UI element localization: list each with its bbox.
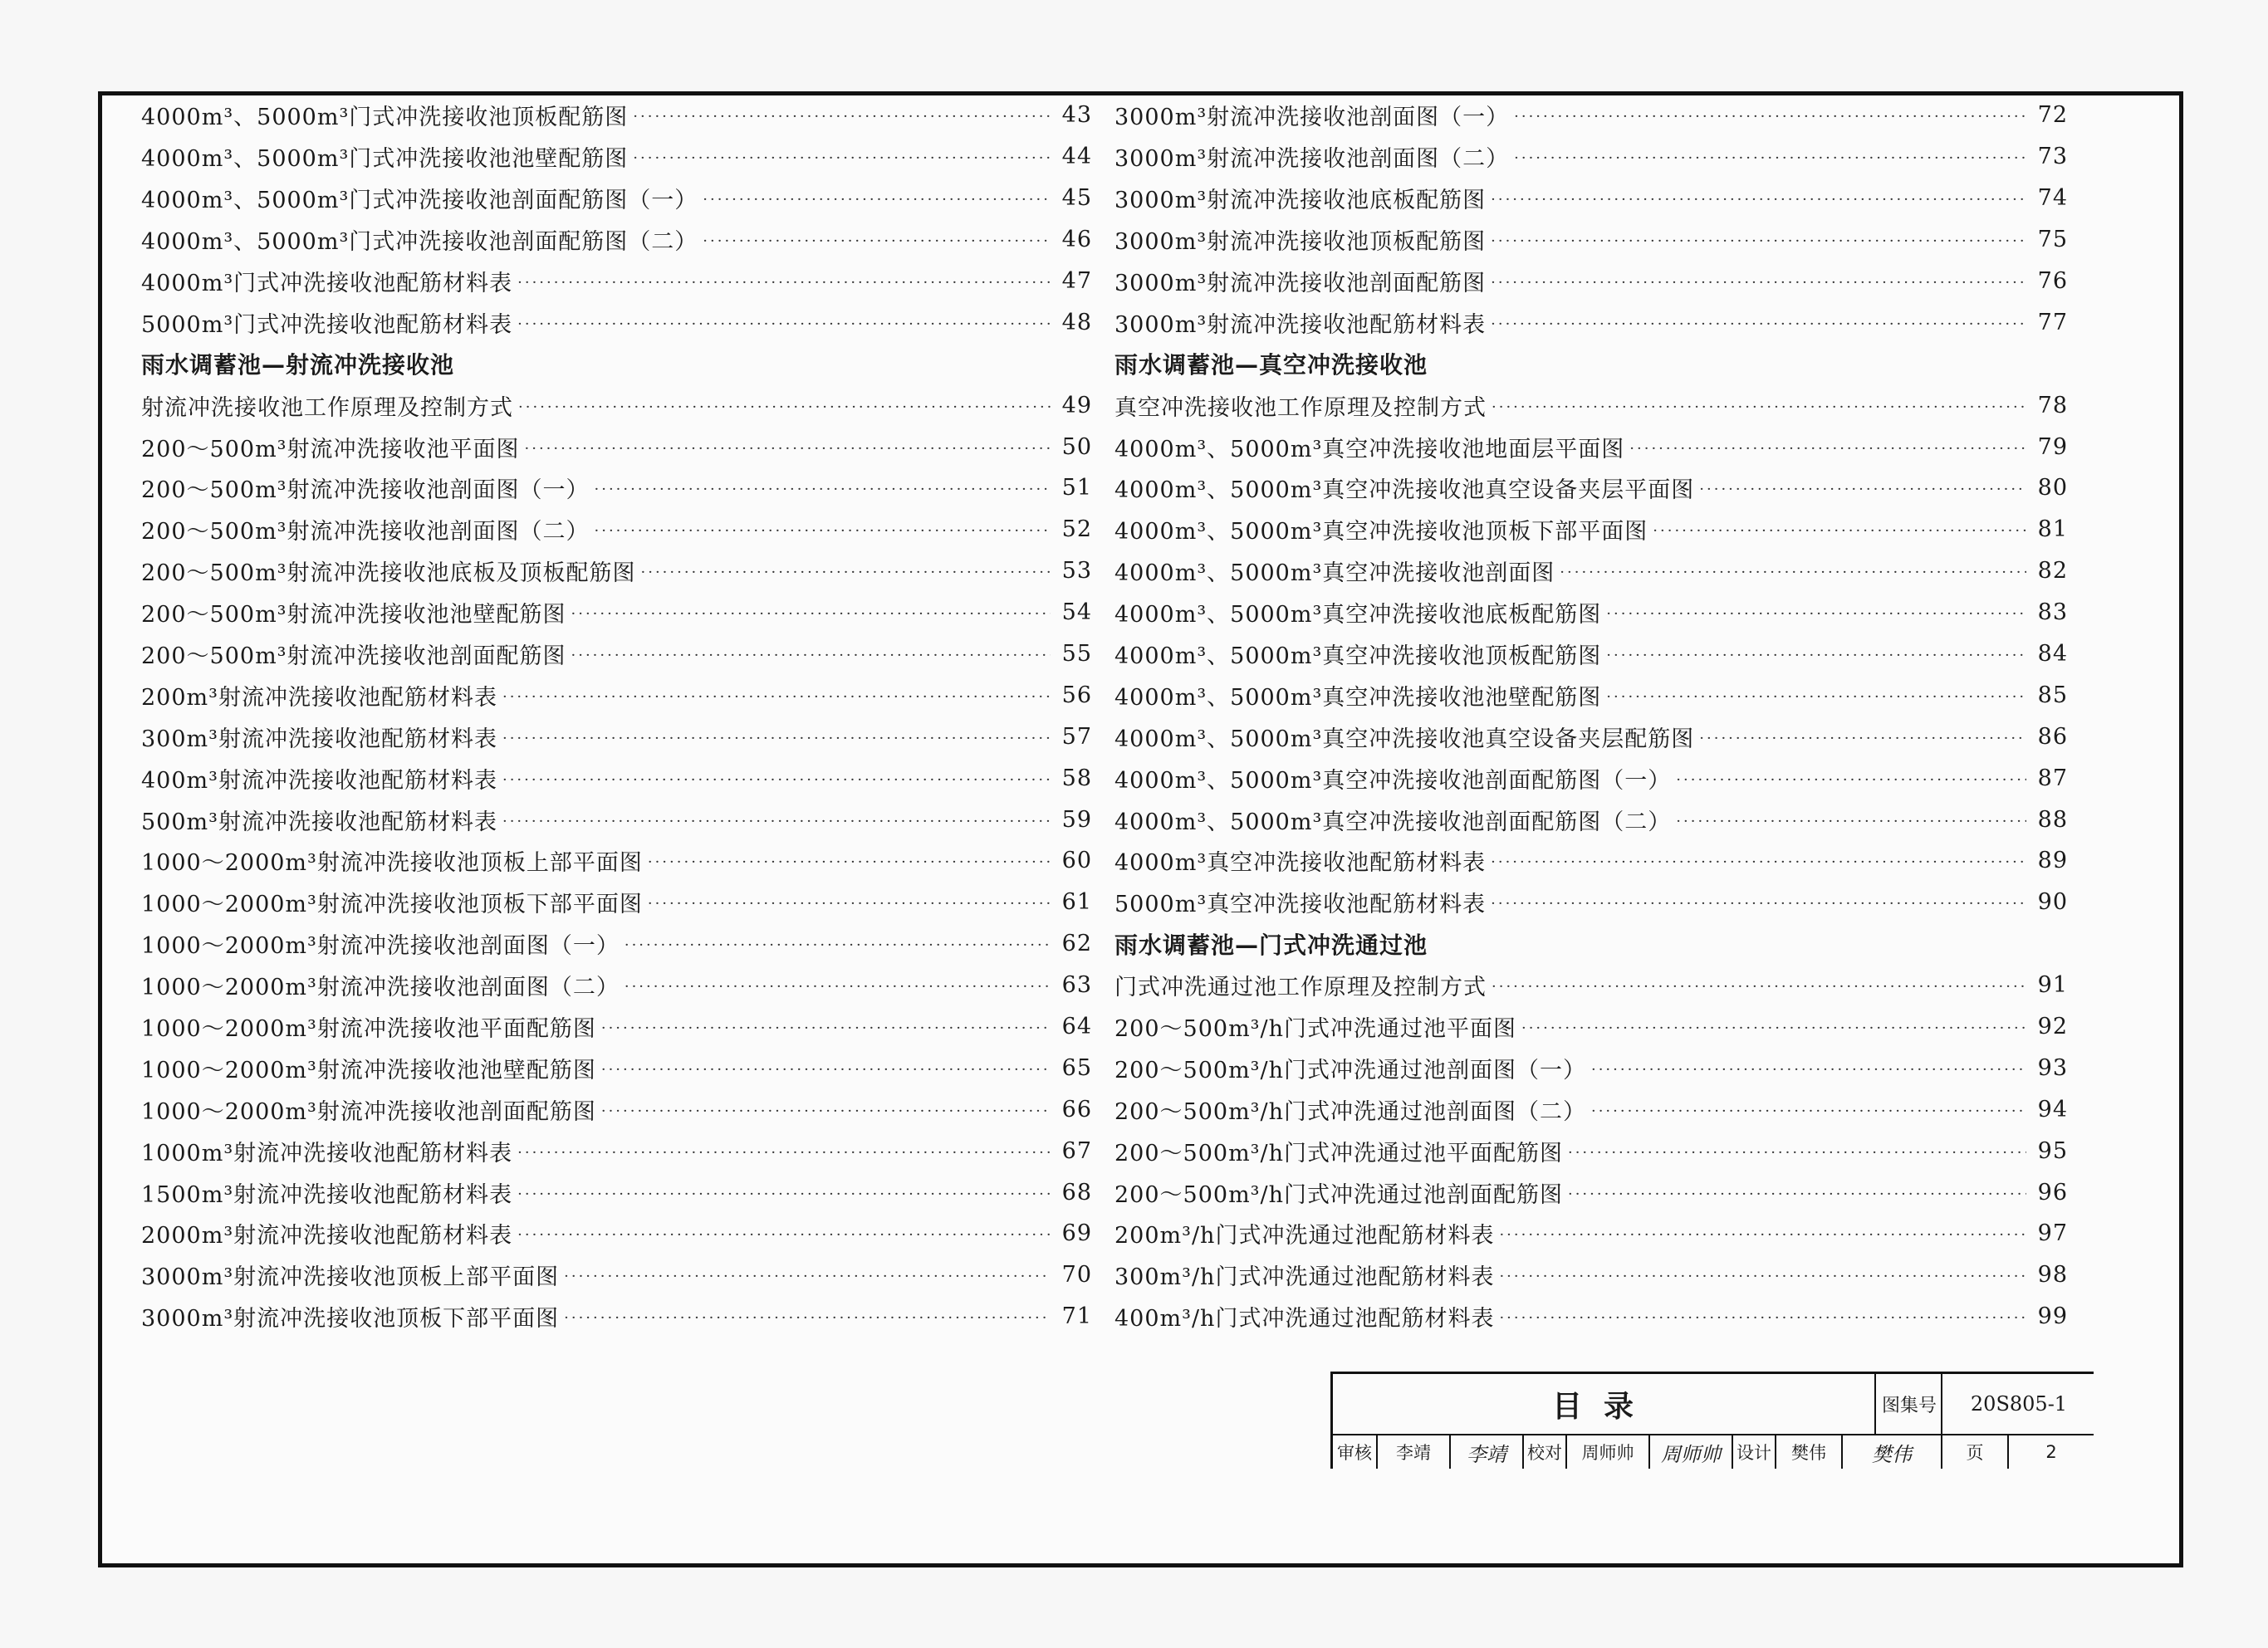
toc-entry <box>1114 716 2068 757</box>
toc-entry-title: 200～500m³/h门式冲洗通过池平面配筋图 <box>1114 1140 1563 1166</box>
leader-dots <box>502 688 1051 706</box>
toc-entry-page: 45 <box>1061 185 1092 212</box>
leader-dots <box>1699 730 2026 747</box>
toc-entry-page: 58 <box>1061 765 1092 791</box>
toc-entry-title: 真空冲洗接收池工作原理及控制方式 <box>1114 394 1487 421</box>
leader-dots <box>633 149 1051 167</box>
toc-entry-page: 95 <box>2037 1137 2068 1164</box>
toc-entry-title: 200～500m³射流冲洗接收池平面图 <box>141 436 520 462</box>
toc-entry <box>141 840 1092 882</box>
toc-entry-page: 99 <box>2037 1303 2068 1330</box>
toc-entry-title: 4000m³、5000m³真空冲洗接收池底板配筋图 <box>1114 602 1602 628</box>
leader-dots <box>517 274 1051 291</box>
toc-entry <box>141 550 1092 592</box>
review-label: 审核 <box>1337 1443 1372 1463</box>
toc-entry-page: 71 <box>1061 1303 1092 1330</box>
toc-entry <box>1114 1047 2068 1088</box>
toc-entry-page: 52 <box>1061 516 1092 543</box>
toc-entry-page: 63 <box>1061 972 1092 999</box>
toc-entry-page: 79 <box>2037 433 2068 460</box>
leader-dots <box>648 853 1051 871</box>
toc-entry-page: 74 <box>2037 185 2068 212</box>
toc-entry-page: 61 <box>1061 889 1092 916</box>
leader-dots <box>502 730 1051 747</box>
drawing-title: 目录 <box>1551 1389 1655 1424</box>
leader-dots <box>1492 978 2026 995</box>
toc-entry-title: 射流冲洗接收池工作原理及控制方式 <box>141 394 513 421</box>
toc-section-heading <box>141 343 1092 384</box>
leader-dots <box>517 315 1051 333</box>
toc-entry <box>1114 840 2068 882</box>
leader-dots <box>595 481 1051 498</box>
toc-entry-page: 57 <box>1061 723 1092 750</box>
leader-dots <box>502 813 1051 830</box>
review-signature: 李靖 <box>1449 1435 1522 1469</box>
review-name: 李靖 <box>1376 1435 1449 1469</box>
toc-entry-page: 65 <box>1061 1054 1092 1081</box>
design-signature: 樊伟 <box>1841 1435 1941 1469</box>
toc-entry <box>141 1006 1092 1048</box>
section-title: 雨水调蓄池—真空冲洗接收池 <box>1114 351 1428 379</box>
toc-entry <box>1114 509 2068 550</box>
toc-entry <box>141 178 1092 219</box>
leader-dots <box>595 522 1051 540</box>
toc-entry-page: 85 <box>2037 682 2068 708</box>
toc-entry <box>141 1213 1092 1254</box>
leader-dots <box>517 1226 1051 1244</box>
toc-entry <box>141 1296 1092 1337</box>
toc-entry-title: 200～500m³/h门式冲洗通过池平面图 <box>1114 1016 1516 1043</box>
leader-dots <box>1492 399 2026 416</box>
leader-dots <box>1606 605 2026 623</box>
leader-dots <box>1491 315 2026 333</box>
toc-entry <box>141 384 1092 426</box>
toc-entry-title: 3000m³射流冲洗接收池剖面图（一） <box>1114 105 1510 131</box>
toc-entry-page: 89 <box>2037 848 2068 874</box>
toc-entry-page: 69 <box>1061 1220 1092 1247</box>
toc-entry <box>141 965 1092 1006</box>
toc-entry-title: 400m³射流冲洗接收池配筋材料表 <box>141 767 497 794</box>
toc-entry-page: 78 <box>2037 392 2068 418</box>
leader-dots <box>517 1144 1051 1161</box>
toc-entry <box>141 592 1092 633</box>
toc-entry-page: 97 <box>2037 1220 2068 1247</box>
toc-entry-page: 83 <box>2037 599 2068 626</box>
leader-dots <box>703 191 1051 208</box>
leader-dots <box>571 605 1051 623</box>
section-title: 雨水调蓄池—门式冲洗通过池 <box>1114 931 1428 959</box>
toc-entry-page: 77 <box>2037 309 2068 335</box>
toc-entry-title: 4000m³、5000m³门式冲洗接收池池壁配筋图 <box>141 146 629 173</box>
leader-dots <box>625 936 1051 954</box>
toc-entry-title: 300m³射流冲洗接收池配筋材料表 <box>141 726 497 752</box>
toc-entry <box>141 467 1092 509</box>
toc-entry <box>141 1047 1092 1088</box>
toc-entry <box>141 95 1092 136</box>
toc-entry-page: 53 <box>1061 558 1092 584</box>
leader-dots <box>1560 564 2026 581</box>
leader-dots <box>517 1186 1051 1203</box>
toc-entry <box>1114 178 2068 219</box>
toc-entry <box>141 1254 1092 1296</box>
toc-entry-title: 4000m³真空冲洗接收池配筋材料表 <box>1114 850 1487 877</box>
leader-dots <box>1499 1226 2026 1244</box>
leader-dots <box>1676 771 2026 789</box>
toc-entry-title: 4000m³、5000m³真空冲洗接收池剖面配筋图（二） <box>1114 809 1672 835</box>
toc-entry-title: 1000～2000m³射流冲洗接收池剖面配筋图 <box>141 1098 596 1125</box>
toc-entry-title: 4000m³、5000m³真空冲洗接收池剖面配筋图（一） <box>1114 767 1672 794</box>
toc-entry-title: 3000m³射流冲洗接收池底板配筋图 <box>1114 188 1487 214</box>
toc-entry-title: 1000～2000m³射流冲洗接收池顶板上部平面图 <box>141 850 643 877</box>
toc-entry-title: 4000m³、5000m³真空冲洗接收池剖面图 <box>1114 560 1555 587</box>
toc-entry-title: 4000m³门式冲洗接收池配筋材料表 <box>141 271 513 296</box>
title-block <box>1330 1372 2094 1469</box>
toc-entry-page: 73 <box>2037 144 2068 170</box>
toc-entry-title: 500m³射流冲洗接收池配筋材料表 <box>141 809 497 835</box>
toc-entry-title: 3000m³射流冲洗接收池顶板配筋图 <box>1114 229 1487 256</box>
toc-entry-title: 4000m³、5000m³真空冲洗接收池真空设备夹层平面图 <box>1114 477 1695 504</box>
toc-entry <box>1114 467 2068 509</box>
toc-entry-title: 4000m³、5000m³真空冲洗接收池顶板下部平面图 <box>1114 519 1648 545</box>
toc-entry <box>1114 219 2068 261</box>
toc-entry-page: 47 <box>1061 268 1092 294</box>
leader-dots <box>1521 1020 2026 1037</box>
toc-entry <box>141 923 1092 965</box>
toc-entry-title: 300m³/h门式冲洗通过池配筋材料表 <box>1114 1264 1495 1291</box>
toc-left-column <box>141 95 1092 1337</box>
toc-entry-page: 68 <box>1061 1179 1092 1205</box>
leader-dots <box>1629 440 2026 457</box>
toc-entry-page: 72 <box>2037 102 2068 129</box>
toc-entry-page: 62 <box>1061 931 1092 957</box>
toc-entry-title: 200～500m³/h门式冲洗通过池剖面图（一） <box>1114 1057 1586 1083</box>
toc-entry-page: 98 <box>2037 1262 2068 1289</box>
toc-entry-page: 92 <box>2037 1014 2068 1040</box>
toc-entry <box>1114 261 2068 302</box>
toc-entry-title: 1000～2000m³射流冲洗接收池剖面图（一） <box>141 933 620 960</box>
toc-entry-title: 1500m³射流冲洗接收池配筋材料表 <box>141 1181 513 1208</box>
toc-entry-page: 64 <box>1061 1014 1092 1040</box>
toc-entry <box>1114 1213 2068 1254</box>
toc-entry-page: 82 <box>2037 558 2068 584</box>
toc-entry <box>141 509 1092 550</box>
toc-entry-page: 66 <box>1061 1096 1092 1122</box>
toc-entry-title: 200～500m³/h门式冲洗通过池剖面图（二） <box>1114 1098 1586 1125</box>
toc-entry-page: 46 <box>1061 227 1092 253</box>
toc-entry-page: 80 <box>2037 475 2068 501</box>
toc-entry <box>1114 1296 2068 1337</box>
leader-dots <box>1491 895 2026 912</box>
toc-entry-page: 93 <box>2037 1054 2068 1081</box>
leader-dots <box>1499 1268 2026 1285</box>
toc-entry-title: 4000m³、5000m³门式冲洗接收池顶板配筋图 <box>141 105 629 131</box>
leader-dots <box>571 647 1051 664</box>
toc-entry <box>1114 757 2068 799</box>
toc-entry-title: 3000m³射流冲洗接收池剖面配筋图 <box>1114 271 1487 296</box>
toc-entry <box>141 1130 1092 1171</box>
leader-dots <box>1606 647 2026 664</box>
toc-entry-page: 49 <box>1061 392 1092 418</box>
leader-dots <box>1568 1186 2026 1203</box>
toc-entry <box>141 674 1092 716</box>
leader-dots <box>1491 853 2026 871</box>
toc-entry-title: 1000～2000m³射流冲洗接收池顶板下部平面图 <box>141 892 643 918</box>
toc-entry-title: 4000m³、5000m³门式冲洗接收池剖面配筋图（二） <box>141 229 698 256</box>
toc-entry-title: 200～500m³射流冲洗接收池池壁配筋图 <box>141 602 566 628</box>
leader-dots <box>1653 522 2026 540</box>
leader-dots <box>1514 149 2026 167</box>
toc-entry-page: 86 <box>2037 723 2068 750</box>
leader-dots <box>1591 1103 2026 1120</box>
leader-dots <box>1491 191 2026 208</box>
leader-dots <box>1514 108 2026 125</box>
leader-dots <box>1568 1144 2026 1161</box>
toc-entry-title: 1000～2000m³射流冲洗接收池池壁配筋图 <box>141 1057 596 1083</box>
toc-entry <box>141 136 1092 178</box>
design-name: 樊伟 <box>1775 1435 1841 1469</box>
leader-dots <box>648 895 1051 912</box>
toc-entry <box>1114 95 2068 136</box>
toc-entry-title: 1000m³射流冲洗接收池配筋材料表 <box>141 1140 513 1166</box>
leader-dots <box>518 399 1051 416</box>
toc-entry <box>1114 1130 2068 1171</box>
page-number: 2 <box>2007 1435 2094 1469</box>
toc-entry <box>141 1171 1092 1213</box>
toc-entry <box>141 882 1092 923</box>
atlas-number-label: 图集号 <box>1874 1374 1942 1434</box>
toc-entry-page: 44 <box>1061 144 1092 170</box>
toc-entry <box>141 716 1092 757</box>
toc-entry-title: 2000m³射流冲洗接收池配筋材料表 <box>141 1223 513 1249</box>
leader-dots <box>564 1268 1051 1285</box>
toc-entry <box>1114 633 2068 675</box>
toc-entry-page: 55 <box>1061 641 1092 668</box>
leader-dots <box>641 564 1051 581</box>
toc-entry-page: 43 <box>1061 102 1092 129</box>
toc-entry-title: 4000m³、5000m³真空冲洗接收池地面层平面图 <box>1114 436 1625 462</box>
leader-dots <box>1491 274 2026 291</box>
design-label: 设计 <box>1732 1435 1775 1469</box>
toc-entry-page: 87 <box>2037 765 2068 791</box>
page-label: 页 <box>1941 1435 2007 1469</box>
toc-entry <box>1114 882 2068 923</box>
toc-entry-title: 200～500m³射流冲洗接收池剖面配筋图 <box>141 643 566 670</box>
leader-dots <box>1499 1309 2026 1327</box>
leader-dots <box>625 978 1051 995</box>
leader-dots <box>525 440 1051 457</box>
toc-entry <box>141 633 1092 675</box>
toc-entry <box>1114 301 2068 343</box>
toc-entry <box>1114 592 2068 633</box>
toc-entry-title: 400m³/h门式冲洗通过池配筋材料表 <box>1114 1306 1495 1333</box>
toc-entry <box>141 301 1092 343</box>
leader-dots <box>601 1020 1051 1037</box>
toc-entry <box>141 426 1092 467</box>
toc-entry <box>1114 1088 2068 1130</box>
toc-entry <box>1114 384 2068 426</box>
leader-dots <box>1606 688 2026 706</box>
leader-dots <box>502 771 1051 789</box>
toc-entry-title: 200～500m³/h门式冲洗通过池剖面配筋图 <box>1114 1181 1563 1208</box>
leader-dots <box>703 232 1051 250</box>
title-block-top-row <box>1333 1374 2094 1435</box>
toc-entry-title: 200～500m³射流冲洗接收池剖面图（一） <box>141 477 590 504</box>
toc-entry <box>1114 1006 2068 1048</box>
toc-entry-page: 96 <box>2037 1179 2068 1205</box>
check-name: 周师帅 <box>1565 1435 1648 1469</box>
toc-entry-title: 3000m³射流冲洗接收池剖面图（二） <box>1114 146 1510 173</box>
toc-entry-title: 4000m³、5000m³真空冲洗接收池真空设备夹层配筋图 <box>1114 726 1695 752</box>
toc-entry-page: 54 <box>1061 599 1092 626</box>
toc-entry-title: 4000m³、5000m³真空冲洗接收池顶板配筋图 <box>1114 643 1602 670</box>
toc-entry <box>141 1088 1092 1130</box>
title-block-sign-row <box>1333 1435 2094 1469</box>
toc-entry <box>141 757 1092 799</box>
toc-entry-page: 51 <box>1061 475 1092 501</box>
leader-dots <box>1491 232 2026 250</box>
toc-entry-page: 81 <box>2037 516 2068 543</box>
toc-entry <box>1114 136 2068 178</box>
toc-entry-page: 75 <box>2037 227 2068 253</box>
toc-section-heading <box>1114 343 2068 384</box>
check-label: 校对 <box>1522 1435 1565 1469</box>
toc-entry <box>1114 674 2068 716</box>
leader-dots <box>601 1103 1051 1120</box>
leader-dots <box>633 108 1051 125</box>
toc-entry-page: 60 <box>1061 848 1092 874</box>
toc-entry <box>1114 965 2068 1006</box>
toc-entry <box>1114 550 2068 592</box>
toc-entry-title: 200～500m³射流冲洗接收池底板及顶板配筋图 <box>141 560 636 587</box>
toc-entry-page: 84 <box>2037 641 2068 668</box>
toc-entry-title: 5000m³门式冲洗接收池配筋材料表 <box>141 311 513 338</box>
check-signature: 周师帅 <box>1648 1435 1732 1469</box>
toc-entry <box>141 261 1092 302</box>
toc-entry <box>1114 1254 2068 1296</box>
toc-entry <box>141 799 1092 840</box>
toc-entry <box>1114 1171 2068 1213</box>
toc-entry-page: 88 <box>2037 806 2068 833</box>
toc-entry-page: 48 <box>1061 309 1092 335</box>
toc-entry-title: 3000m³射流冲洗接收池顶板下部平面图 <box>141 1306 560 1333</box>
toc-entry-page: 91 <box>2037 972 2068 999</box>
atlas-number: 20S805-1 <box>1941 1374 2095 1434</box>
toc-entry <box>1114 426 2068 467</box>
toc-entry-page: 70 <box>1061 1262 1092 1289</box>
toc-right-column <box>1114 95 2068 1337</box>
toc-entry-title: 门式冲洗通过池工作原理及控制方式 <box>1114 975 1487 1001</box>
toc-entry-title: 200m³射流冲洗接收池配筋材料表 <box>141 684 497 711</box>
toc-entry <box>1114 799 2068 840</box>
toc-entry-title: 1000～2000m³射流冲洗接收池剖面图（二） <box>141 975 620 1001</box>
toc-entry-title: 200～500m³射流冲洗接收池剖面图（二） <box>141 519 590 545</box>
toc-entry-title: 5000m³真空冲洗接收池配筋材料表 <box>1114 892 1487 918</box>
toc-entry-title: 3000m³射流冲洗接收池配筋材料表 <box>1114 311 1487 338</box>
toc-entry-page: 76 <box>2037 268 2068 294</box>
toc-entry-page: 94 <box>2037 1096 2068 1122</box>
leader-dots <box>1699 481 2026 498</box>
toc-entry-title: 1000～2000m³射流冲洗接收池平面配筋图 <box>141 1016 596 1043</box>
leader-dots <box>1676 813 2026 830</box>
toc-entry-title: 4000m³、5000m³真空冲洗接收池池壁配筋图 <box>1114 684 1602 711</box>
toc-entry-page: 59 <box>1061 806 1092 833</box>
toc-entry-title: 4000m³、5000m³门式冲洗接收池剖面配筋图（一） <box>141 188 698 214</box>
leader-dots <box>564 1309 1051 1327</box>
toc-entry-title: 3000m³射流冲洗接收池顶板上部平面图 <box>141 1264 560 1291</box>
toc-entry-page: 67 <box>1061 1137 1092 1164</box>
toc-entry-title: 200m³/h门式冲洗通过池配筋材料表 <box>1114 1223 1495 1249</box>
leader-dots <box>1591 1061 2026 1078</box>
toc-entry-page: 50 <box>1061 433 1092 460</box>
toc-entry-page: 56 <box>1061 682 1092 708</box>
section-title: 雨水调蓄池—射流冲洗接收池 <box>141 351 455 379</box>
toc-entry-page: 90 <box>2037 889 2068 916</box>
toc-entry <box>141 219 1092 261</box>
toc-section-heading <box>1114 923 2068 965</box>
leader-dots <box>601 1061 1051 1078</box>
